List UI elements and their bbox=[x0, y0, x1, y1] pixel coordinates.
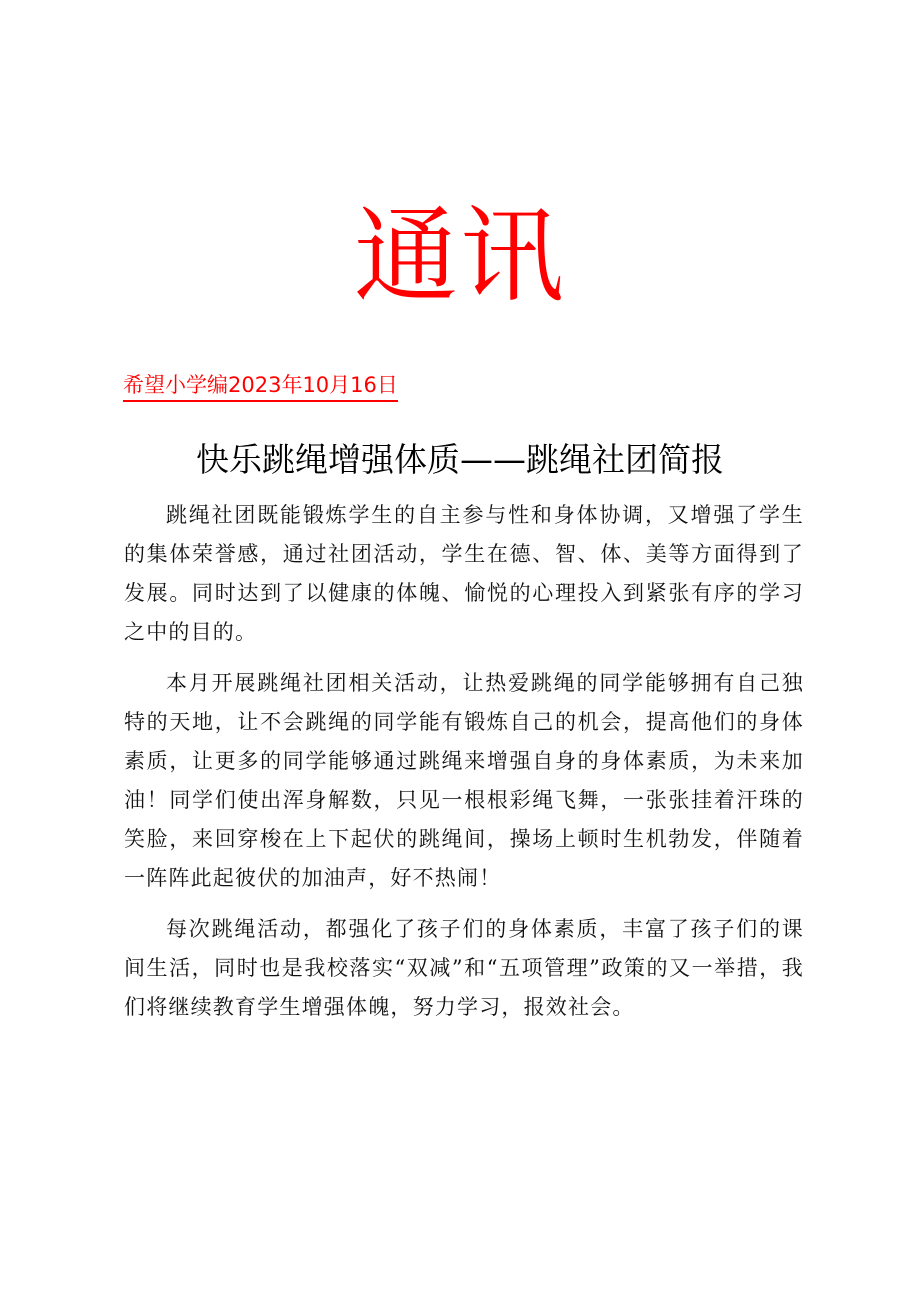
article-body bbox=[124, 496, 804, 1039]
issuer-date-line: 希望小学编2023年10月16日 bbox=[123, 370, 398, 402]
body-paragraph-1: 跳绳社团既能锻炼学生的自主参与性和身体协调，又增强了学生的集体荣誉感，通过社团活动，学生在德、智、体、美等方面得到了发展。同时达到了以健康的体魄、愉悦的心理投入到紧张有序的学习之中的目的。 bbox=[124, 503, 804, 644]
body-paragraph-2: 本月开展跳绳社团相关活动，让热爱跳绳的同学能够拥有自己独特的天地，让不会跳绳的同学能有锻炼自己的机会，提高他们的身体素质，让更多的同学能够通过跳绳来增强自身的身体素质，为未来加油！同学们使出浑身解数，只见一根根彩绳飞舞，一张张挂着汗珠的笑脸，来回穿梭在上下起伏的跳绳间，操场上顿时生机勃发，伴随着一阵阵此起彼伏的加油声，好不热闹！ bbox=[124, 671, 804, 890]
masthead-title: 通讯 bbox=[353, 195, 566, 317]
body-paragraph-3: 每次跳绳活动，都强化了孩子们的身体素质，丰富了孩子们的课间生活，同时也是我校落实“双减”和“五项管理”政策的又一举措，我们将继续教育学生增强体魄，努力学习，报效社会。 bbox=[124, 917, 804, 1019]
article-title: 快乐跳绳增强体质——跳绳社团简报 bbox=[196, 440, 724, 479]
